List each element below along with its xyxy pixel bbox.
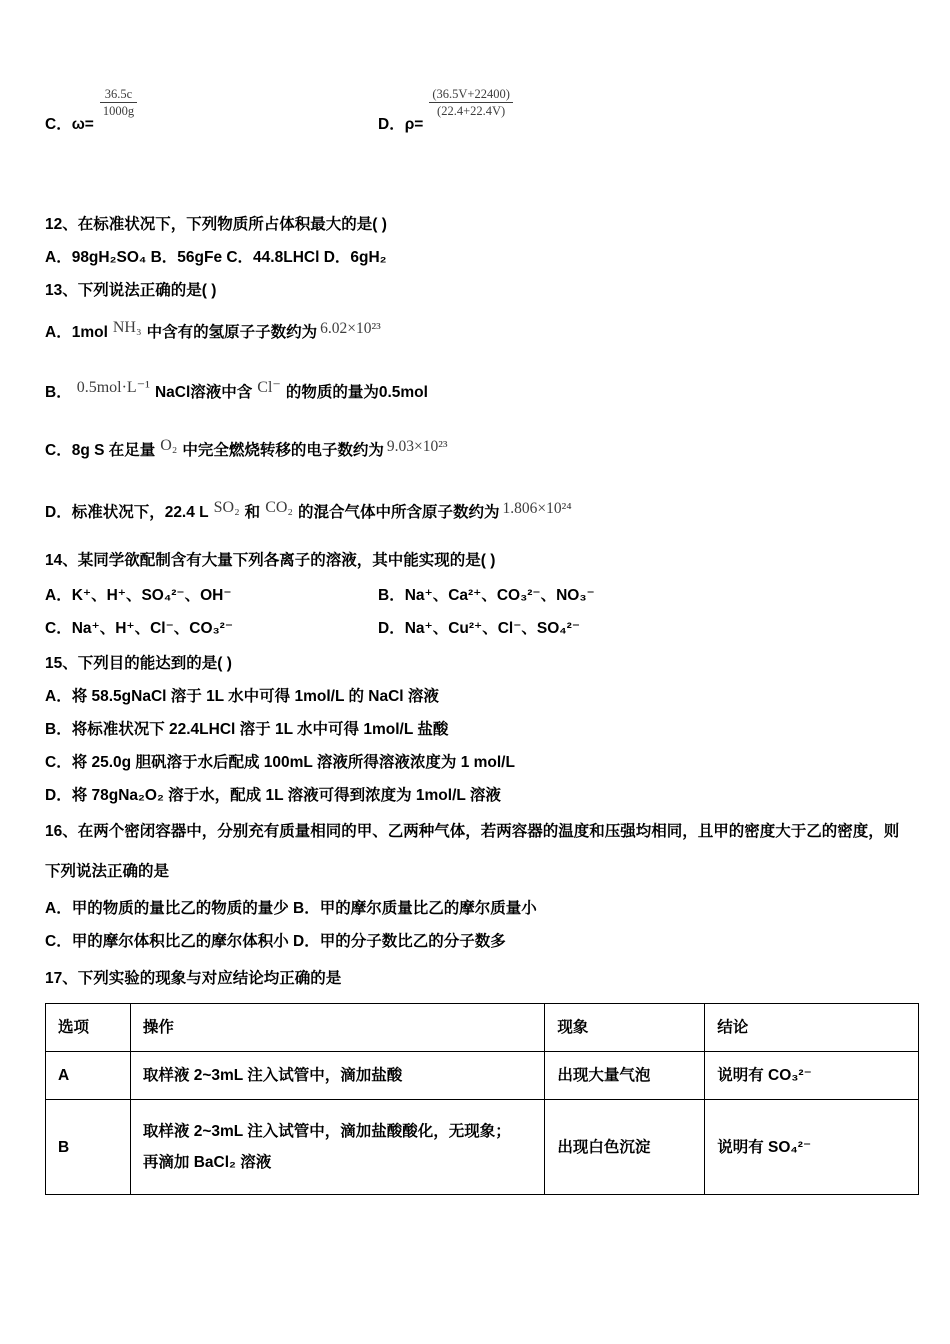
formula-d-numerator: (36.5V+22400) [429,86,513,103]
question-13-stem: 13、下列说法正确的是( ) [45,282,217,299]
formula-options-row [45,87,910,156]
formula-c-denominator: 1000g [102,104,135,119]
table-header-row [46,1004,919,1052]
q13b-text-mid: NaCl溶液中含 [154,384,253,401]
q13d-text-mid: 和 [244,504,261,521]
q13c-formula-o2: O₂ [160,437,178,454]
formula-c-fraction [100,86,137,120]
question-14-options-ab [45,579,910,612]
q13c-text-mid: 中完全燃烧转移的电子数约为 [182,442,384,459]
q13d-value: 1.806×10²⁴ [502,500,572,517]
table-row [46,1100,919,1195]
question-14-stem: 14、某同学欲配制含有大量下列各离子的溶液，其中能实现的是( ) [45,552,496,569]
table-cell-phenomenon: 出现大量气泡 [545,1052,705,1100]
q13d-formula-co2: CO₂ [265,499,293,516]
q14-option-d: D．Na⁺、Cu²⁺、Cl⁻、SO₄²⁻ [378,620,580,637]
q16-options-ab: A．甲的物质的量比乙的物质的量少 B．甲的摩尔质量比乙的摩尔质量小 [45,900,537,917]
q14-option-a: A．K⁺、H⁺、SO₄²⁻、OH⁻ [45,587,232,604]
question-14-options-cd [45,612,910,645]
q15-option-d: D．将 78gNa₂O₂ 溶于水，配成 1L 溶液可得到浓度为 1mol/L 溶液 [45,787,501,804]
q13c-value: 9.03×10²³ [386,438,448,455]
table-header-option: 选项 [46,1004,131,1052]
operation-line-2: 再滴加 BaCl₂ 溶液 [142,1154,272,1171]
formula-d-label: D．ρ= [378,115,424,133]
question-15-stem: 15、下列目的能达到的是( ) [45,655,232,672]
q14-option-b: B．Na⁺、Ca²⁺、CO₃²⁻、NO₃⁻ [378,587,595,604]
q15-option-c: C．将 25.0g 胆矾溶于水后配成 100mL 溶液所得溶液浓度为 1 mol/L [45,754,515,771]
q14-option-c: C．Na⁺、H⁺、Cl⁻、CO₃²⁻ [45,620,234,637]
formula-c-numerator: 36.5c [100,86,137,103]
q13c-text-pre: C．8g S 在足量 [45,442,156,459]
q13a-text-pre: A．1mol [45,324,108,341]
table-cell-phenomenon: 出现白色沉淀 [545,1100,705,1195]
formula-d-denominator: (22.4+22.4V) [437,104,506,119]
q13a-formula-nh3: NH₃ [112,319,142,336]
question-13-option-c [45,434,910,467]
q13b-formula-cl-ion: Cl⁻ [257,379,281,396]
table-cell-operation [130,1052,544,1100]
q13d-formula-so2: SO₂ [213,499,240,516]
operation-line-1: 取样液 2~3mL 注入试管中，滴加盐酸酸化，无现象； [142,1123,511,1140]
table-cell-option: A [46,1052,131,1100]
question-12-options: A．98gH₂SO₄ B．56gFe C．44.8LHCl D．6gH₂ [45,249,387,266]
q13a-text-mid: 中含有的氢原子子数约为 [146,324,318,341]
table-row [46,1052,919,1100]
table-cell-conclusion: 说明有 CO₃²⁻ [705,1052,919,1100]
experiment-table [45,1003,919,1195]
question-16-stem: 16、在两个密闭容器中，分别充有质量相同的甲、乙两种气体，若两容器的温度和压强均相同，且甲的密度大于乙的密度，则下列说法正确的是 [45,823,900,880]
formula-d-fraction [429,86,513,120]
q13b-text-post: 的物质的量为0.5mol [285,384,428,401]
table-header-conclusion: 结论 [705,1004,919,1052]
table-cell-conclusion: 说明有 SO₄²⁻ [705,1100,919,1195]
q13d-text-pre: D．标准状况下，22.4 L [45,504,209,521]
question-12-stem: 12、在标准状况下，下列物质所占体积最大的是( ) [45,216,387,233]
formula-c-label: C．ω= [45,115,94,133]
q15-option-a: A．将 58.5gNaCl 溶于 1L 水中可得 1mol/L 的 NaCl 溶液 [45,688,439,705]
table-cell-operation [130,1100,544,1195]
question-13-option-b [45,376,910,409]
q15-option-b: B．将标准状况下 22.4LHCl 溶于 1L 水中可得 1mol/L 盐酸 [45,721,449,738]
question-17-stem: 17、下列实验的现象与对应结论均正确的是 [45,970,342,987]
formula-option-c [45,87,137,136]
table-header-phenomenon: 现象 [545,1004,705,1052]
q13b-text-pre: B． [45,384,72,401]
operation-line-1: 取样液 2~3mL 注入试管中，滴加盐酸 [142,1067,403,1084]
q13a-value: 6.02×10²³ [320,320,381,337]
q13d-text-post: 的混合气体中所含原子数约为 [298,504,500,521]
table-header-operation: 操作 [130,1004,544,1052]
question-13-option-a [45,316,910,349]
formula-option-d [378,87,513,136]
q13b-formula-concentration: 0.5mol·L⁻¹ [76,379,150,396]
q16-options-cd: C．甲的摩尔体积比乙的摩尔体积小 D．甲的分子数比乙的分子数多 [45,933,506,950]
question-13-option-d [45,496,910,529]
table-cell-option: B [46,1100,131,1195]
